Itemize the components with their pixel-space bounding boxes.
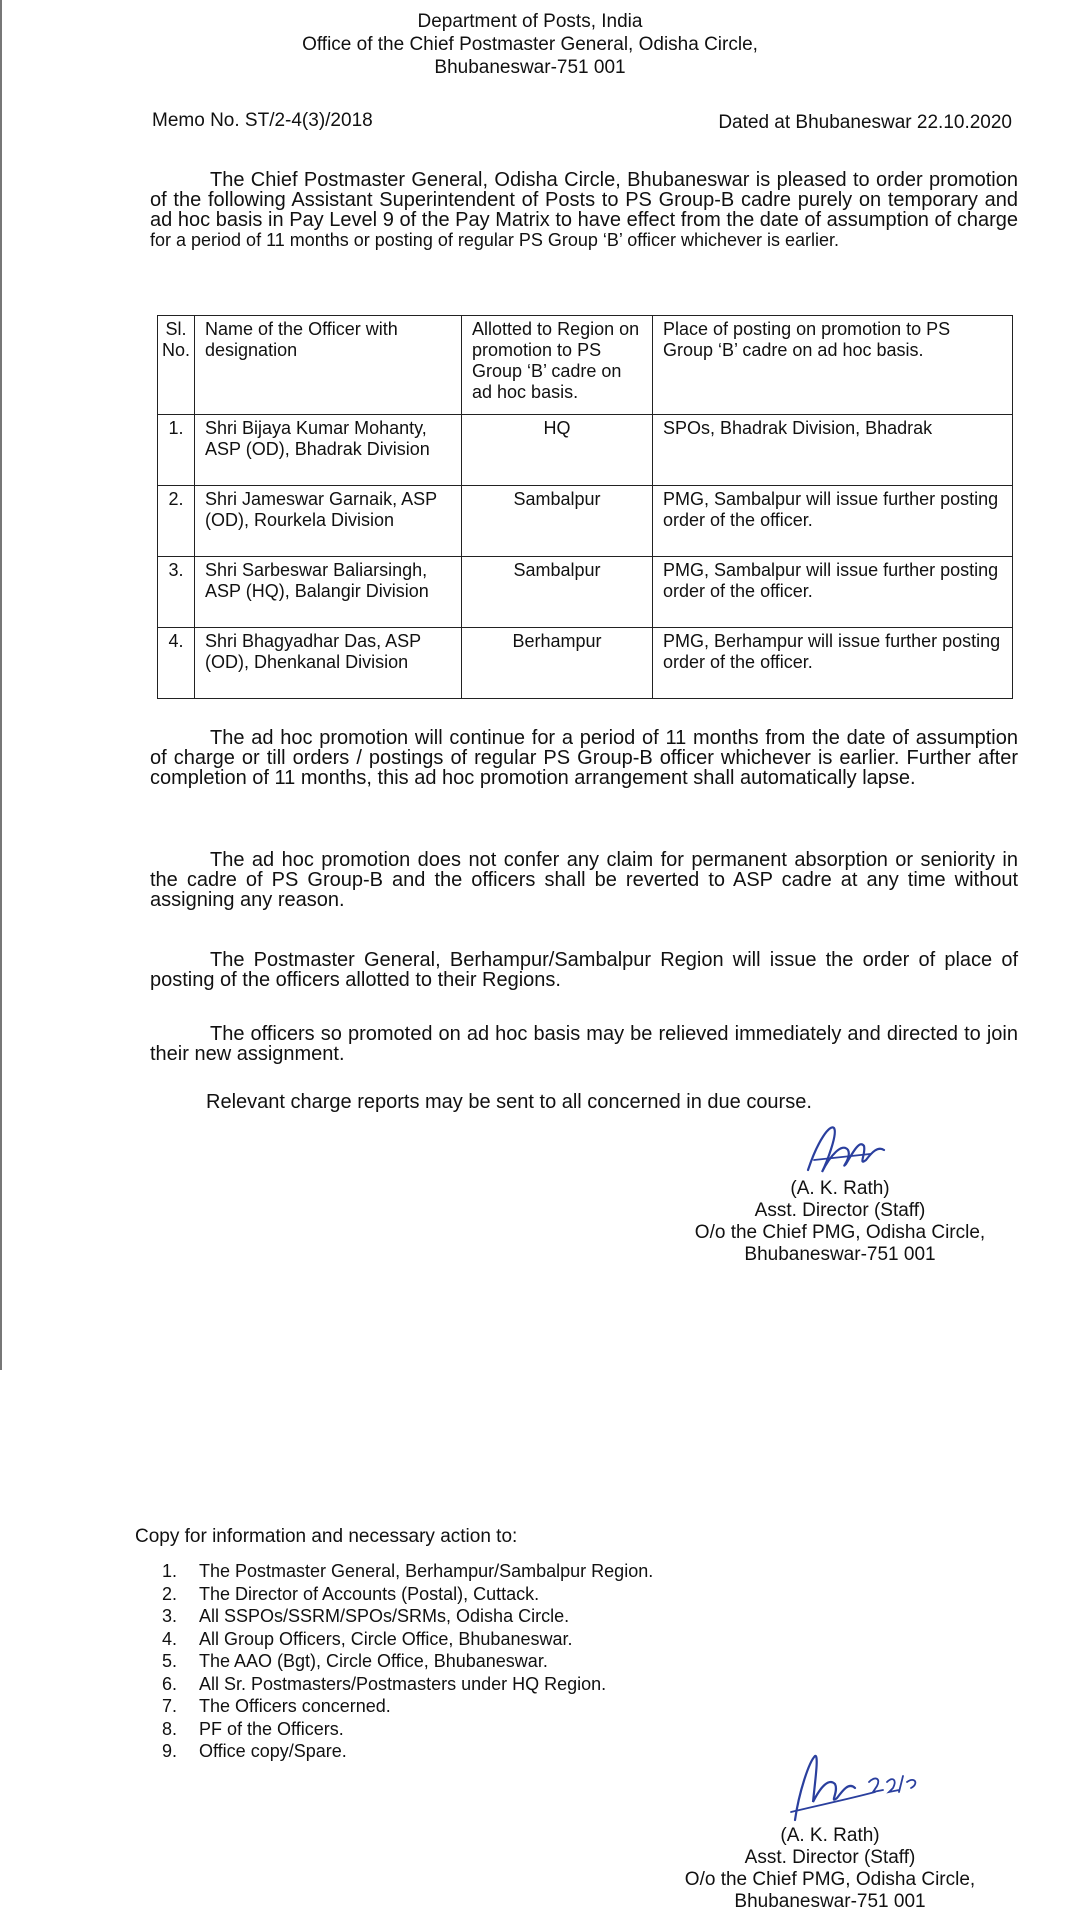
promotion-table xyxy=(157,315,1013,699)
list-item xyxy=(162,1673,653,1696)
table-row xyxy=(158,628,1013,699)
list-item-number: 6. xyxy=(162,1673,178,1694)
row-region: Sambalpur xyxy=(462,486,653,557)
list-item-number: 4. xyxy=(162,1628,178,1649)
row-place: PMG, Sambalpur will issue further posting order of the officer. xyxy=(653,486,1013,557)
row-sl: 3. xyxy=(158,557,195,628)
copy-to-title: Copy for information and necessary action to: xyxy=(135,1526,518,1547)
list-item-text: All SSPOs/SSRM/SPOs/SRMs, Odisha Circle. xyxy=(199,1606,570,1626)
list-item-text: PF of the Officers. xyxy=(199,1718,344,1739)
list-item-number: 7. xyxy=(162,1696,178,1716)
list-item-number: 3. xyxy=(162,1606,178,1626)
list-item xyxy=(162,1560,653,1583)
table-header-row xyxy=(158,316,1013,415)
paragraph-duration: The ad hoc promotion will continue for a period of 11 months from the date of assumption of charge or till orders / postings of regular PS Group-B officer whichever is earlier. Further after completion of 11 months, this ad hoc promotion arrangement shall automatically lapse. xyxy=(150,727,1018,789)
letterhead xyxy=(0,10,1060,79)
list-item-number: 2. xyxy=(162,1583,178,1604)
header-department: Department of Posts, India xyxy=(417,11,643,32)
list-item-text: The Postmaster General, Berhampur/Sambalpur Region. xyxy=(199,1561,654,1581)
row-place: PMG, Sambalpur will issue further posting order of the officer. xyxy=(653,557,1013,628)
signature-block-copy xyxy=(670,1825,990,1913)
row-sl: 4. xyxy=(158,628,195,699)
signatory-designation: Asst. Director (Staff) xyxy=(744,1847,916,1868)
header-address: Bhubaneswar-751 001 xyxy=(434,57,626,78)
table-row xyxy=(158,415,1013,486)
list-item-text: The AAO (Bgt), Circle Office, Bhubaneswar. xyxy=(199,1651,548,1671)
row-name: Shri Bhagyadhar Das, ASP (OD), Dhenkanal Division xyxy=(195,628,462,699)
memo-date: Dated at Bhubaneswar 22.10.2020 xyxy=(718,112,1012,133)
list-item xyxy=(162,1695,653,1718)
paragraph-no-claim: The ad hoc promotion does not confer any claim for permanent absorption or seniority in the cadre of PS Group-B and the officers shall be reverted to ASP cadre at any time without assigning any reason. xyxy=(150,849,1018,911)
row-place: PMG, Berhampur will issue further posting order of the officer. xyxy=(653,628,1013,699)
list-item-number: 5. xyxy=(162,1651,178,1671)
paragraph-posting-order: The Postmaster General, Berhampur/Sambalpur Region will issue the order of place of posting of the officers allotted to their Regions. xyxy=(150,949,1018,991)
list-item xyxy=(162,1628,653,1651)
table-row xyxy=(158,486,1013,557)
list-item-text: The Officers concerned. xyxy=(199,1696,391,1716)
row-sl: 2. xyxy=(158,486,195,557)
row-region: Berhampur xyxy=(462,628,653,699)
paragraph-relieve: The officers so promoted on ad hoc basis may be relieved immediately and directed to join their new assignment. xyxy=(150,1023,1018,1065)
list-item-text: The Director of Accounts (Postal), Cuttack. xyxy=(199,1583,540,1604)
list-item-number: 1. xyxy=(162,1561,178,1581)
list-item xyxy=(162,1650,653,1673)
header-place: Place of posting on promotion to PS Group ‘B’ cadre on ad hoc basis. xyxy=(653,316,1013,415)
intro-text-tail: for a period of 11 months or posting of regular PS Group ‘B’ officer whichever is earlier. xyxy=(150,230,840,250)
intro-text: The Chief Postmaster General, Odisha Circle, Bhubaneswar is pleased to order promotion of the following Assistant Superintendent of Posts to PS Group-B cadre purely on temporary and ad hoc basis in Pay Level 9 of the Pay Matrix to have effect from the date of assumption of charge xyxy=(150,169,1018,231)
signatory-office: O/o the Chief PMG, Odisha Circle, xyxy=(684,1869,976,1890)
row-sl: 1. xyxy=(158,415,195,486)
signatory-office: O/o the Chief PMG, Odisha Circle, xyxy=(694,1222,986,1243)
row-name: Shri Jameswar Garnaik, ASP (OD), Rourkela Division xyxy=(195,486,462,557)
header-office: Office of the Chief Postmaster General, Odisha Circle, xyxy=(302,34,758,55)
list-item xyxy=(162,1583,653,1606)
row-name: Shri Sarbeswar Baliarsingh, ASP (HQ), Balangir Division xyxy=(195,557,462,628)
row-place: SPOs, Bhadrak Division, Bhadrak xyxy=(653,415,1013,486)
intro-paragraph xyxy=(150,170,1018,250)
row-region: HQ xyxy=(462,415,653,486)
signatory-name: (A. K. Rath) xyxy=(790,1178,890,1199)
scan-margin-line xyxy=(0,0,2,1370)
copy-to-list xyxy=(162,1560,653,1763)
list-item xyxy=(162,1605,653,1628)
list-item xyxy=(162,1740,653,1763)
header-name: Name of the Officer with designation xyxy=(195,316,462,415)
signatory-name: (A. K. Rath) xyxy=(780,1825,880,1846)
list-item xyxy=(162,1718,653,1741)
signatory-place: Bhubaneswar-751 001 xyxy=(744,1244,936,1265)
header-sl: Sl. No. xyxy=(158,316,195,415)
list-item-text: All Sr. Postmasters/Postmasters under HQ Region. xyxy=(199,1673,607,1694)
list-item-text: Office copy/Spare. xyxy=(199,1741,347,1761)
row-name: Shri Bijaya Kumar Mohanty, ASP (OD), Bhadrak Division xyxy=(195,415,462,486)
handwritten-signature-dated-icon xyxy=(785,1742,925,1832)
list-item-number: 9. xyxy=(162,1741,178,1761)
paragraph-charge-reports: Relevant charge reports may be sent to all concerned in due course. xyxy=(206,1091,812,1113)
memo-number: Memo No. ST/2-4(3)/2018 xyxy=(152,110,373,131)
signatory-designation: Asst. Director (Staff) xyxy=(754,1200,926,1221)
handwritten-signature-icon xyxy=(800,1120,890,1182)
list-item-text: All Group Officers, Circle Office, Bhubaneswar. xyxy=(199,1628,573,1649)
signature-block xyxy=(680,1178,1000,1266)
table-row xyxy=(158,557,1013,628)
list-item-number: 8. xyxy=(162,1718,178,1739)
row-region: Sambalpur xyxy=(462,557,653,628)
signatory-place: Bhubaneswar-751 001 xyxy=(734,1891,926,1912)
header-region: Allotted to Region on promotion to PS Group ‘B’ cadre on ad hoc basis. xyxy=(462,316,653,415)
